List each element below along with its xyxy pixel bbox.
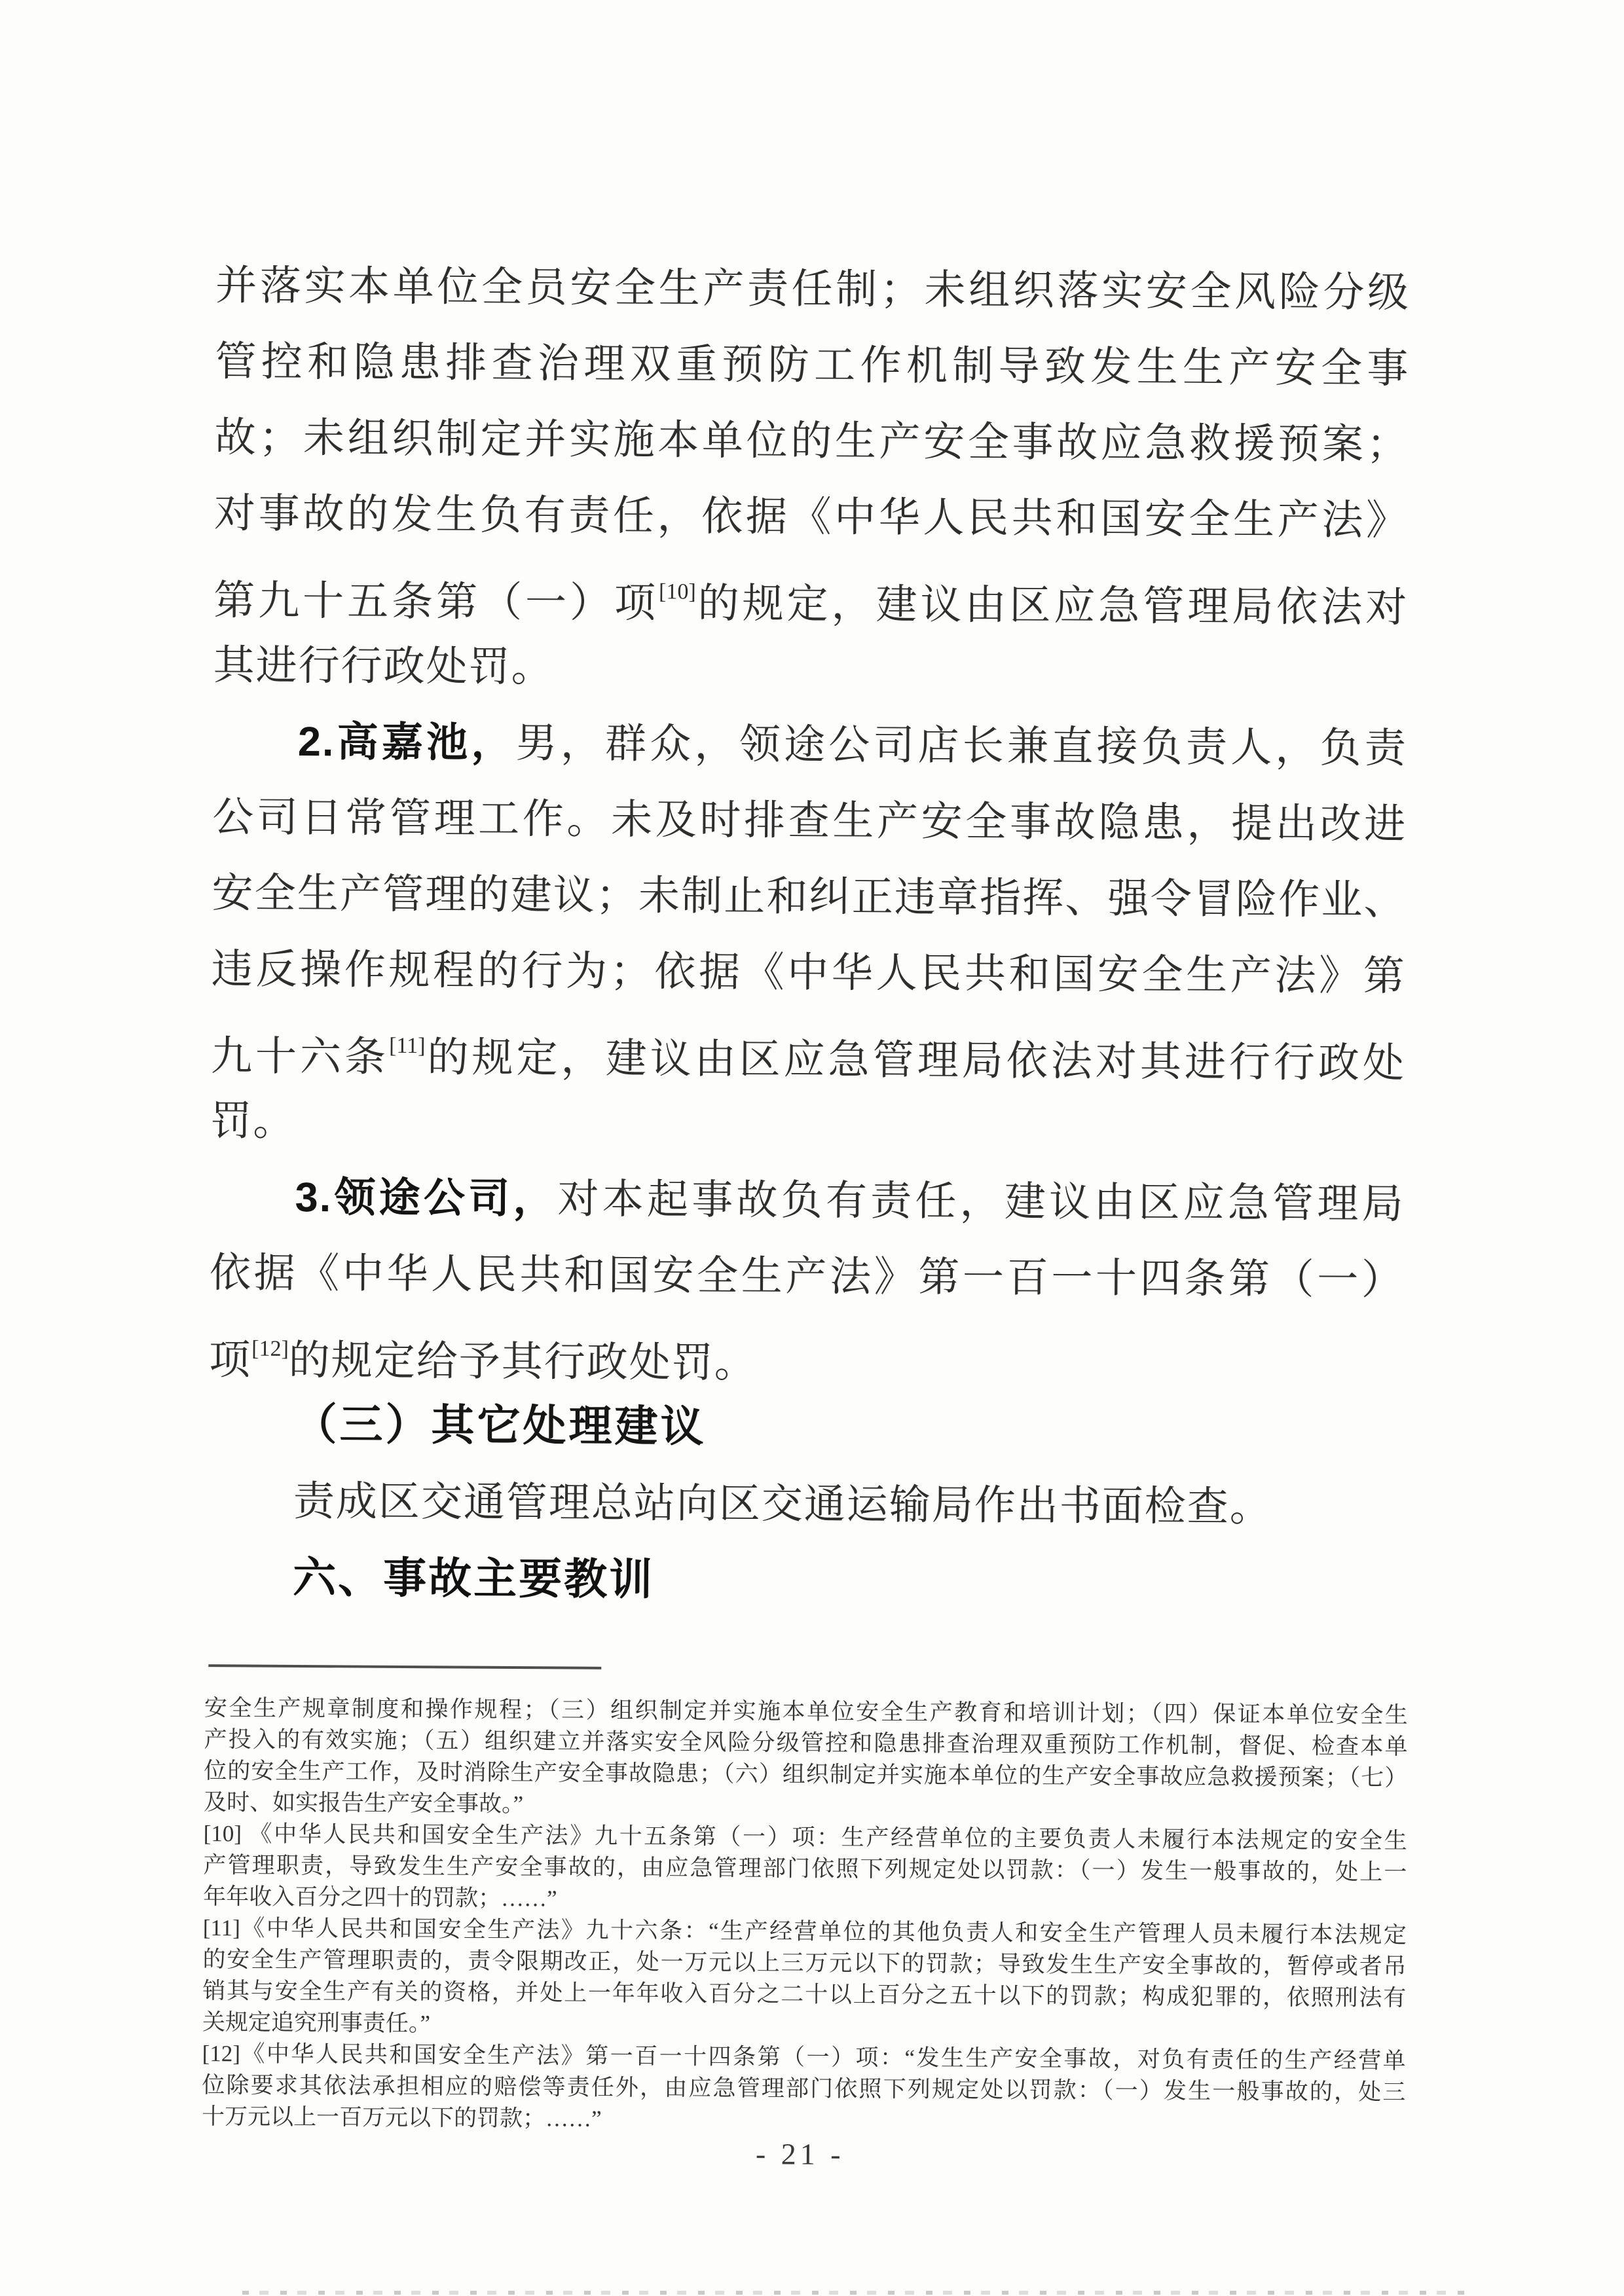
- footnote-line: 产管理职责，导致发生生产安全事故的，由应急管理部门依照下列规定处以罚款：（一）发生一般事故的，处上一: [203, 1852, 1407, 1886]
- footnote-line: 销其与安全生产有关的资格，并处上一年年收入百分之二十以上百分之五十以下的罚款；构成犯罪的，依照刑法有: [202, 1978, 1407, 2011]
- body-line: 责成区交通管理总站向区交通运输局作出书面检查。: [293, 1478, 1273, 1531]
- body-line: [211, 1007, 1406, 1090]
- body-line-text: 九十六条: [210, 1033, 390, 1080]
- body-line: 管控和隐患排查治理双重预防工作机制导致发生生产安全事: [215, 338, 1410, 392]
- footnote-line-10: [10] 《中华人民共和国安全生产法》九十五条第（一）项：生产经营单位的主要负责人未履行本法规定的安全生: [203, 1821, 1407, 1854]
- body-line: 对事故的发生负有责任，依据《中华人民共和国安全生产法》: [213, 490, 1409, 544]
- footnote-line: 位的安全生产工作，及时消除生产安全事故隐患；（六）组织制定并实施本单位的生产安全事故应急救援预案；（七）: [204, 1758, 1408, 1791]
- body-line: [209, 1311, 1404, 1394]
- body-line-text: 的规定，建议由区应急管理局依法对: [695, 580, 1409, 631]
- footnotes: [202, 1692, 1408, 2140]
- body-line: 违反操作规程的行为；依据《中华人民共和国安全生产法》第: [211, 946, 1406, 1000]
- person-name-lead: 2.高嘉池，: [297, 718, 516, 766]
- body-line: 公司日常管理工作。未及时排查生产安全事故隐患，提出改进: [212, 794, 1407, 848]
- footnote-separator: [208, 1664, 601, 1669]
- body-line: 其进行行政处罚。: [213, 642, 554, 691]
- body-line: 罚。: [210, 1098, 296, 1144]
- page-number: - 21 -: [755, 2137, 845, 2172]
- body-line: [213, 703, 1408, 786]
- body-line-text: 对本起事故负有责任，建议由区应急管理局: [557, 1176, 1405, 1228]
- footnote-line: 位除要求其依法承担相应的赔偿等责任外，由应急管理部门依照下列规定处以罚款：（一）发生一般事故的，处三: [202, 2072, 1406, 2105]
- footnote-ref-11: [11]: [389, 1033, 426, 1059]
- scan-edge-artifact: [242, 2291, 1467, 2295]
- footnote-line: 年年收入百分之四十的罚款；……”: [203, 1884, 557, 1912]
- body-line: 依据《中华人民共和国安全生产法》第一百一十四条第（一）: [209, 1250, 1405, 1303]
- body-line-text: 男，群众，领途公司店长兼直接负责人，负责: [515, 720, 1408, 772]
- footnote-line-11: [11]《中华人民共和国安全生产法》九十六条：“生产经营单位的其他负责人和安全生产管理人员未履行本法规定: [202, 1915, 1407, 1948]
- section-heading-other-suggestions: （三）其它处理建议: [293, 1400, 707, 1451]
- body-line-text: 项: [208, 1337, 252, 1383]
- footnote-ref-10: [10]: [658, 579, 696, 604]
- footnote-line: 安全生产规章制度和操作规程；（三）组织制定并实施本单位安全生产教育和培训计划；（四）保证本单位安全生: [204, 1695, 1408, 1728]
- footnote-line: 关规定追究刑事责任。”: [202, 2009, 431, 2037]
- footnote-line-12: [12]《中华人民共和国安全生产法》第一百一十四条第（一）项：“发生生产安全事故，对负有责任的生产经营单: [202, 2041, 1406, 2074]
- body-line: 并落实本单位全员安全生产责任制；未组织落实安全风险分级: [215, 263, 1411, 316]
- body-text: [208, 247, 1411, 1622]
- footnote-line: 产投入的有效实施；（五）组织建立并落实安全风险分级管控和隐患排查治理双重预防工作机制，督促、检查本单: [204, 1726, 1408, 1760]
- body-line: [213, 551, 1409, 634]
- body-line: 故；未组织制定并实施本单位的生产安全事故应急救援预案；: [214, 414, 1409, 468]
- body-line: [210, 1159, 1405, 1242]
- body-line-text: 的规定，建议由区应急管理局依法对其进行行政处: [425, 1034, 1406, 1087]
- company-name-lead: 3.领途公司，: [295, 1174, 558, 1222]
- section-heading-main-lessons: 六、事故主要教训: [292, 1552, 655, 1604]
- footnote-line: 及时、如实报告生产安全事故。”: [203, 1789, 524, 1817]
- footnote-line: 的安全生产管理职责的，责令限期改正，处一万元以上三万元以下的罚款；导致发生生产安全事故的，暂停或者吊: [202, 1946, 1407, 1980]
- footnote-ref-12: [12]: [251, 1336, 289, 1361]
- body-line-text: 的规定给予其行政处罚。: [288, 1337, 757, 1387]
- footnote-line: 十万元以上一百万元以下的罚款；……”: [201, 2104, 602, 2132]
- body-line-text: 第九十五条第（一）项: [213, 577, 659, 627]
- body-line: 安全生产管理的建议；未制止和纠正违章指挥、强令冒险作业、: [212, 870, 1407, 924]
